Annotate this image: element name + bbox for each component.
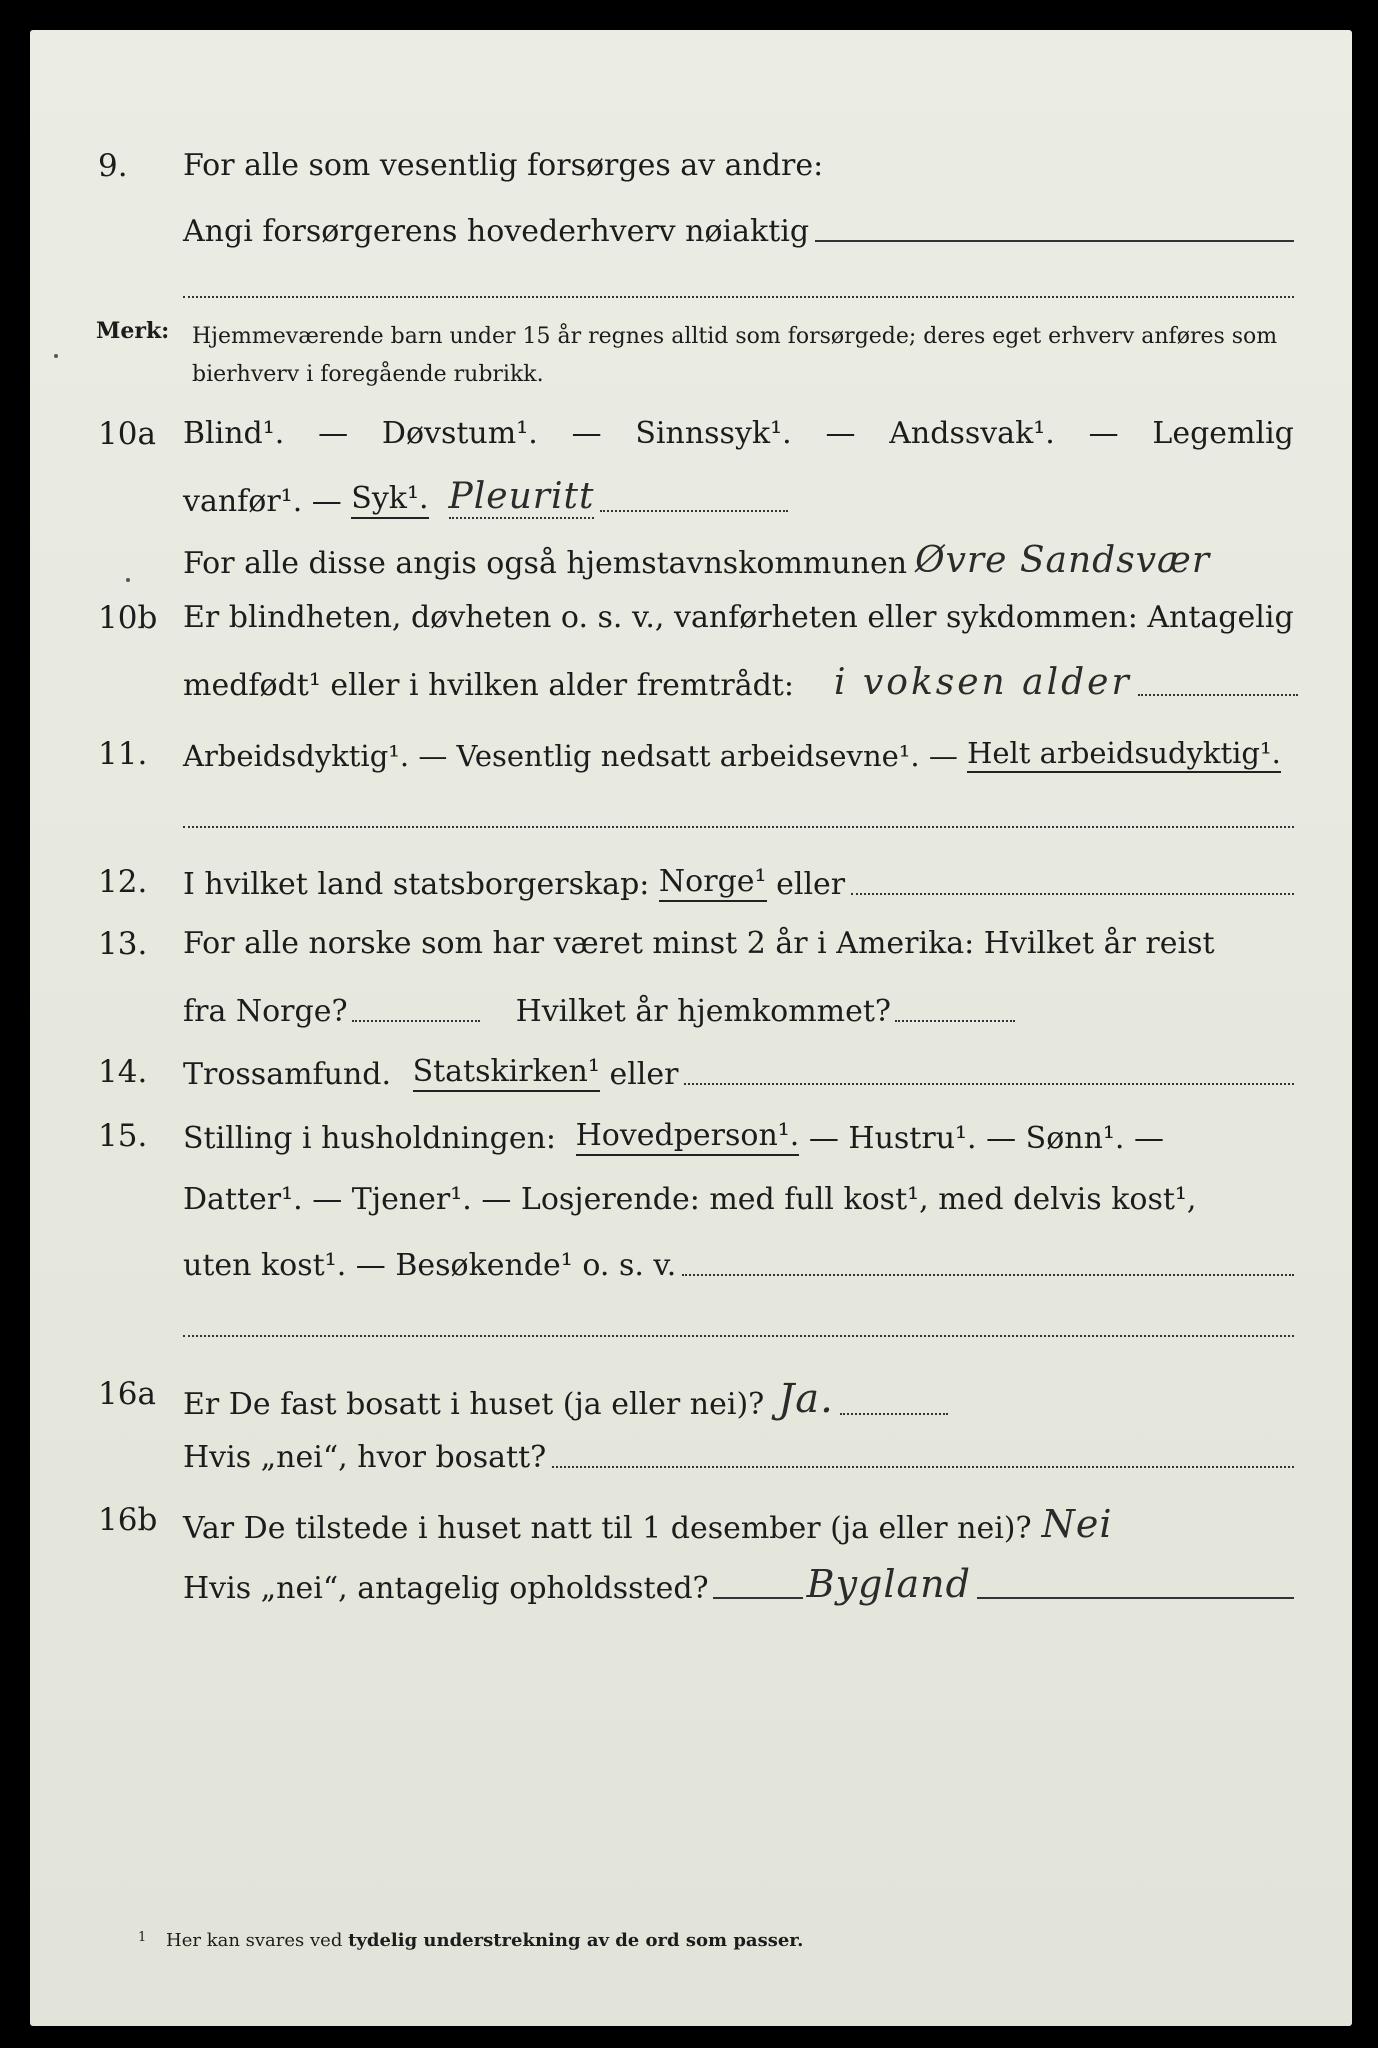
question-text: For alle disse angis også hjemstavnskommunen [183,546,908,581]
answer-line [684,1082,1294,1085]
question-16a-line-2 [0,1434,1378,1490]
question-text: Hvis „nei“, hvor bosatt? [183,1440,547,1475]
question-text: fra Norge? [183,994,348,1029]
option-andssvak: Andssvak¹. [889,416,1055,451]
question-15-line-3 [0,1242,1378,1298]
question-text: uten kost¹. — Besøkende¹ o. s. v. [183,1248,677,1283]
answer-line [352,1019,480,1022]
option-sinnssyk: Sinnssyk¹. [635,416,792,451]
answer-line [552,1465,1294,1468]
question-10b [0,594,1378,650]
footnote-mark: 1 [138,1930,147,1945]
question-text: Var De tilstede i huset natt til 1 desember (ja eller nei)? [183,1511,1032,1546]
question-text: Arbeidsdyktig¹. — Vesentlig nedsatt arbeidsevne¹. — [183,739,968,773]
question-text: Trossamfund. [183,1057,401,1092]
question-text: I hvilket land statsborgerskap: [183,867,659,902]
question-number: 10a [98,416,156,452]
question-number: 9. [98,148,128,184]
dash: — [571,416,602,451]
question-number: 11. [98,736,148,772]
note-text: Hjemmeværende barn under 15 år regnes alltid som forsørgede; deres eget erhverv anføres som bierhverv i foregående rubrikk. [192,324,1278,387]
question-16b-line-2 [0,1556,1378,1612]
question-10b-line-2 [0,656,1378,712]
question-15 [0,1112,1378,1168]
question-number: 10b [98,600,158,636]
footnote-text-bold: tydelig understrekning av de ord som passer. [348,1930,804,1951]
answer-line [851,892,1294,895]
question-16a [0,1370,1378,1426]
question-text: eller [599,1057,679,1092]
blank-answer-line [183,1335,1294,1337]
answer-line [815,239,1294,242]
option-dovstum: Døvstum¹. [381,416,538,451]
option-blind: Blind¹. [183,416,285,451]
question-text: Angi forsørgerens hovederhverv nøiaktig [183,214,810,249]
question-text: Er blindheten, døvheten o. s. v., vanførheten eller sykdommen: Antagelig [183,600,1294,635]
question-number: 13. [98,926,148,962]
option-vanfor: vanfør¹. — [183,484,352,519]
handwritten-answer: Nei [1041,1502,1113,1546]
option-hovedperson-underlined: Hovedperson¹. [576,1118,800,1156]
handwritten-answer: Pleuritt [448,476,595,517]
question-number: 14. [98,1054,148,1090]
question-number: 15. [98,1118,148,1154]
handwritten-answer: Ja. [778,1376,834,1422]
answer-line [713,1596,803,1599]
footnote-text: Her kan svares ved [166,1930,349,1951]
question-text: Datter¹. — Tjener¹. — Losjerende: med full kost¹, med delvis kost¹, [183,1182,1197,1217]
question-10a-line-3 [0,534,1378,590]
answer-line [1138,693,1298,696]
question-number: 16b [98,1502,158,1538]
paper-speck [54,354,58,358]
answer-line [977,1596,1294,1599]
handwritten-answer: i voksen alder [833,662,1132,703]
question-text: Hvis „nei“, antagelig opholdssted? [183,1571,709,1606]
answer-line [840,1412,948,1415]
question-12 [0,858,1378,914]
question-16b [0,1496,1378,1552]
option-syk-underlined: Syk¹. [351,481,428,519]
answer-line [895,1019,1015,1022]
question-number: 12. [98,864,148,900]
question-number: 16a [98,1376,156,1412]
question-13 [0,920,1378,976]
option-norge-underlined: Norge¹ [659,864,767,902]
question-9-line-2 [0,208,1378,264]
question-text: Hvilket år hjemkommet? [515,994,892,1029]
answer-line [600,509,788,512]
option-legemlig: Legemlig [1152,416,1294,451]
answer-line [682,1273,1294,1276]
blank-answer-line [183,296,1294,298]
question-10a [0,410,1378,466]
note-label: Merk: [96,318,170,344]
question-text: medfødt¹ eller i hvilken alder fremtrådt: [183,668,794,703]
question-text: For alle som vesentlig forsørges av andre: [183,148,824,183]
question-14 [0,1048,1378,1104]
question-11 [0,730,1378,786]
handwritten-answer: Øvre Sandsvær [915,540,1211,581]
question-13-line-2 [0,988,1378,1044]
option-helt-arbeidsudyktig-underlined: Helt arbeidsudyktig¹. [967,736,1281,773]
question-text: Stilling i husholdningen: [183,1121,566,1156]
question-text: For alle norske som har været minst 2 år i Amerika: Hvilket år reist [183,926,1215,961]
handwritten-answer: Bygland [806,1562,971,1606]
question-text: — Hustru¹. — Sønn¹. — [799,1121,1165,1156]
question-9 [0,142,1378,198]
question-10a-line-2 [0,470,1378,526]
question-text: Er De fast bosatt i huset (ja eller nei)? [183,1387,765,1422]
question-15-line-2 [0,1176,1378,1232]
dash: — [825,416,856,451]
dash: — [318,416,349,451]
footnote [138,1930,803,1951]
question-text: eller [766,867,846,902]
blank-answer-line [183,826,1294,828]
dash: — [1088,416,1119,451]
option-statskirken-underlined: Statskirken¹ [413,1054,600,1092]
